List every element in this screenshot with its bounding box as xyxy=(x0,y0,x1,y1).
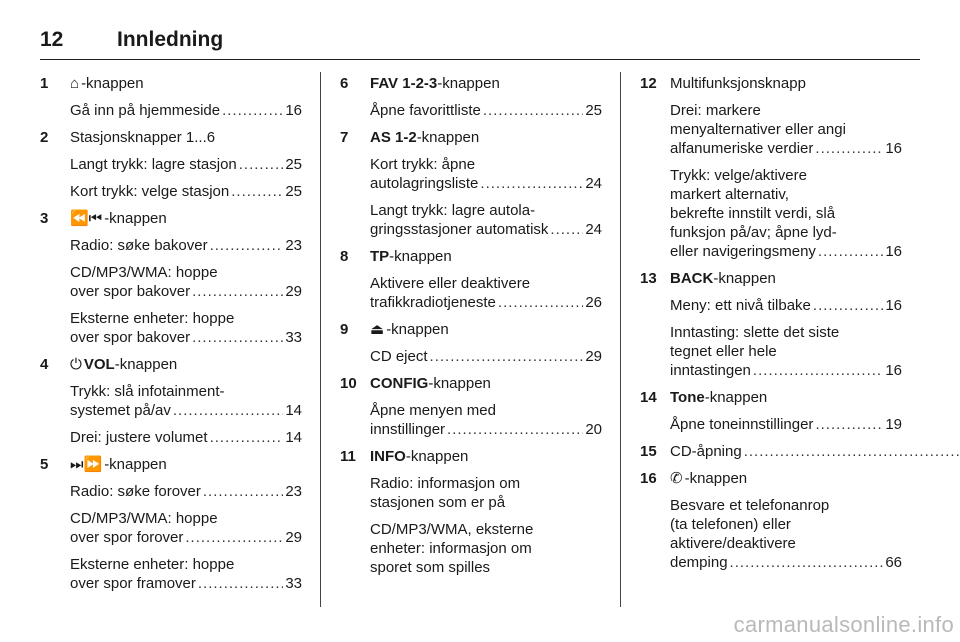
leader-dots xyxy=(818,242,883,261)
entry-number: 14 xyxy=(640,389,657,406)
description-line-with-page xyxy=(70,428,302,447)
entry-title xyxy=(70,128,302,147)
description-line-with-page xyxy=(70,236,302,255)
entry-description xyxy=(70,428,302,447)
entry-description xyxy=(670,496,902,572)
description-text: Drei: justere volumet xyxy=(70,429,208,446)
index-entry xyxy=(640,388,902,407)
description-line: markert alternativ, xyxy=(670,186,789,203)
entry-number: 11 xyxy=(340,448,356,465)
page-reference: 24 xyxy=(585,175,602,192)
description-line-with-page xyxy=(670,361,902,380)
entry-title xyxy=(370,128,602,147)
entry-label: -knappen xyxy=(713,270,776,287)
header-rule xyxy=(40,59,920,60)
leader-dots xyxy=(744,442,960,461)
page-reference: 29 xyxy=(285,529,302,546)
button-name: FAV 1-2-3 xyxy=(370,75,438,92)
description-line-with-page xyxy=(370,220,602,239)
column-divider xyxy=(620,72,621,607)
entry-label: -knappen xyxy=(104,210,167,227)
description-text: innstillinger xyxy=(370,421,446,438)
entry-label: -knappen xyxy=(386,321,449,338)
entry-description xyxy=(70,101,302,120)
leader-dots xyxy=(813,296,883,315)
description-line-with-page xyxy=(670,139,902,158)
entry-description xyxy=(370,401,602,439)
description-line: sporet som spilles xyxy=(370,559,491,576)
leader-dots xyxy=(203,482,283,501)
leader-dots xyxy=(447,420,583,439)
index-entry xyxy=(640,74,902,93)
description-line-with-page xyxy=(370,101,602,120)
index-entry xyxy=(340,320,602,339)
description-text: Gå inn på hjemmeside xyxy=(70,102,221,119)
index-entry xyxy=(340,247,602,266)
page-reference: 16 xyxy=(885,140,902,157)
entry-label: Multifunksjonsknapp xyxy=(670,75,806,92)
leader-dots xyxy=(231,182,283,201)
description-line: enheter: informasjon om xyxy=(370,540,532,557)
description-line-with-page xyxy=(370,174,602,193)
entry-label: -knappen xyxy=(405,448,469,465)
description-line: Kort trykk: åpne xyxy=(370,156,476,173)
entry-label: -knappen xyxy=(416,129,480,146)
description-line: funksjon på/av; åpne lyd- xyxy=(670,224,837,241)
entry-description xyxy=(70,555,302,593)
entry-description xyxy=(70,482,302,501)
description-text: gringsstasjoner automatisk xyxy=(370,221,549,238)
page-header xyxy=(40,20,223,60)
entry-description xyxy=(370,274,602,312)
seek-back-icon: ⏪⏮ xyxy=(70,210,103,227)
description-line-with-page xyxy=(70,155,302,174)
entry-number: 13 xyxy=(640,270,657,287)
leader-dots xyxy=(480,174,583,193)
entry-label: -knappen xyxy=(114,356,178,373)
description-line: aktivere/deaktivere xyxy=(670,535,796,552)
column-2 xyxy=(340,74,602,585)
entry-number: 15 xyxy=(640,443,657,460)
page-reference: 33 xyxy=(285,329,302,346)
description-text: Radio: søke bakover xyxy=(70,237,208,254)
description-line: stasjonen som er på xyxy=(370,494,506,511)
description-text: over spor bakover xyxy=(70,329,191,346)
entry-label: -knappen xyxy=(389,248,452,265)
description-text: systemet på/av xyxy=(70,402,171,419)
entry-description xyxy=(370,474,602,512)
page-reference: 16 xyxy=(285,102,302,119)
entry-title xyxy=(670,442,960,461)
entry-label: -knappen xyxy=(684,470,748,487)
entry-number: 10 xyxy=(340,375,357,392)
entry-title xyxy=(70,74,302,93)
description-line: Eksterne enheter: hoppe xyxy=(70,556,235,573)
entry-title xyxy=(370,447,602,466)
page-reference: 33 xyxy=(285,575,302,592)
entry-description xyxy=(670,296,902,315)
leader-dots xyxy=(815,139,883,158)
leader-dots xyxy=(222,101,283,120)
leader-dots xyxy=(198,574,283,593)
button-name: BACK xyxy=(670,270,714,287)
entry-number: 6 xyxy=(340,75,349,92)
page-reference: 24 xyxy=(585,221,602,238)
page-reference: 25 xyxy=(585,102,602,119)
entry-label: -knappen xyxy=(704,389,768,406)
description-text: CD eject xyxy=(370,348,428,365)
description-line-with-page xyxy=(670,296,902,315)
button-name: CONFIG xyxy=(370,375,429,392)
index-entry xyxy=(640,442,902,461)
entry-description xyxy=(70,182,302,201)
button-name: AS 1-2 xyxy=(370,129,417,146)
description-line: CD/MP3/WMA: hoppe xyxy=(70,510,218,527)
description-line-with-page xyxy=(670,242,902,261)
index-entry xyxy=(40,74,302,93)
entry-label: Stasjonsknapper 1...6 xyxy=(70,129,216,146)
entry-description xyxy=(370,101,602,120)
description-line: Inntasting: slette det siste xyxy=(670,324,840,341)
description-line-with-page xyxy=(70,574,302,593)
index-entry xyxy=(640,269,902,288)
entry-title xyxy=(370,247,602,266)
entry-number: 4 xyxy=(40,356,49,373)
description-line: CD/MP3/WMA: hoppe xyxy=(70,264,218,281)
entry-description xyxy=(70,309,302,347)
entry-number: 5 xyxy=(40,456,49,473)
description-text: autolagringsliste xyxy=(370,175,479,192)
entry-title xyxy=(670,269,902,288)
eject-icon: ⏏ xyxy=(370,321,385,338)
description-line-with-page xyxy=(70,328,302,347)
page-reference: 14 xyxy=(285,429,302,446)
leader-dots xyxy=(430,347,584,366)
page-reference: 26 xyxy=(585,294,602,311)
leader-dots xyxy=(550,220,583,239)
page-reference: 25 xyxy=(285,183,302,200)
entry-title xyxy=(370,74,602,93)
description-text: eller navigeringsmeny xyxy=(670,243,816,260)
column-3 xyxy=(640,74,902,580)
leader-dots xyxy=(815,415,883,434)
description-text: Åpne toneinnstillinger xyxy=(670,416,814,433)
description-line: Trykk: slå infotainment- xyxy=(70,383,225,400)
page-reference: 66 xyxy=(885,554,902,571)
description-line-with-page xyxy=(370,420,602,439)
index-entry xyxy=(40,209,302,228)
description-line: menyalternativer eller angi xyxy=(670,121,846,138)
leader-dots xyxy=(173,401,283,420)
page-reference: 16 xyxy=(885,243,902,260)
leader-dots xyxy=(210,428,284,447)
description-line-with-page xyxy=(70,182,302,201)
index-entry xyxy=(40,455,302,474)
description-line-with-page xyxy=(70,482,302,501)
description-text: alfanumeriske verdier xyxy=(670,140,814,157)
page-reference: 25 xyxy=(285,156,302,173)
page-reference: 16 xyxy=(885,362,902,379)
button-name: Tone xyxy=(670,389,705,406)
description-text: demping xyxy=(670,554,728,571)
description-line: Åpne menyen med xyxy=(370,402,496,419)
entry-number: 3 xyxy=(40,210,49,227)
description-line: bekrefte innstilt verdi, slå xyxy=(670,205,836,222)
entry-title xyxy=(70,455,302,474)
entry-label: -knappen xyxy=(104,456,167,473)
button-name: INFO xyxy=(370,448,406,465)
entry-title xyxy=(370,374,602,393)
index-entry xyxy=(640,469,902,488)
page-number: 12 xyxy=(40,28,64,51)
page-reference: 23 xyxy=(285,483,302,500)
description-line-with-page xyxy=(670,415,902,434)
entry-title xyxy=(370,320,602,339)
button-name: TP xyxy=(370,248,390,265)
index-entry xyxy=(40,355,302,374)
power-icon: ⏻ xyxy=(70,356,82,373)
description-text: inntastingen xyxy=(670,362,751,379)
description-text: over spor forover xyxy=(70,529,184,546)
entry-description xyxy=(370,520,602,577)
leader-dots xyxy=(753,361,883,380)
leader-dots xyxy=(185,528,283,547)
entry-number: 1 xyxy=(40,75,49,92)
entry-number: 8 xyxy=(340,248,349,265)
page-reference: 16 xyxy=(885,297,902,314)
phone-mute-icon: ✆ xyxy=(670,470,683,487)
chapter-title: Innledning xyxy=(117,28,224,51)
seek-forward-icon: ⏭⏩ xyxy=(70,456,103,473)
leader-dots xyxy=(192,282,283,301)
description-line-with-page xyxy=(70,282,302,301)
home-icon: ⌂ xyxy=(70,75,80,92)
entry-title xyxy=(670,388,902,407)
description-line-with-page xyxy=(70,401,302,420)
description-text: over spor framover xyxy=(70,575,196,592)
entry-description xyxy=(670,415,902,434)
description-line: tegnet eller hele xyxy=(670,343,777,360)
description-line-with-page xyxy=(670,553,902,572)
description-line: Langt trykk: lagre autola- xyxy=(370,202,536,219)
index-entry xyxy=(340,74,602,93)
entry-description xyxy=(70,263,302,301)
entry-description xyxy=(670,166,902,261)
entry-description xyxy=(370,155,602,193)
column-1 xyxy=(40,74,302,601)
page-reference: 14 xyxy=(285,402,302,419)
entry-number: 2 xyxy=(40,129,49,146)
index-entry xyxy=(340,128,602,147)
entry-title xyxy=(670,469,902,488)
leader-dots xyxy=(483,101,583,120)
description-text: Meny: ett nivå tilbake xyxy=(670,297,811,314)
entry-title xyxy=(70,209,302,228)
entry-label: -knappen xyxy=(428,375,491,392)
description-text: Kort trykk: velge stasjon xyxy=(70,183,230,200)
leader-dots xyxy=(498,293,583,312)
description-text: over spor bakover xyxy=(70,283,191,300)
entry-title xyxy=(670,74,902,93)
entry-number: 12 xyxy=(640,75,657,92)
page-reference: 29 xyxy=(585,348,602,365)
entry-description xyxy=(370,201,602,239)
entry-number: 16 xyxy=(640,470,657,487)
description-line: Radio: informasjon om xyxy=(370,475,521,492)
page-reference: 20 xyxy=(585,421,602,438)
button-name: VOL xyxy=(83,356,115,373)
description-text: Langt trykk: lagre stasjon xyxy=(70,156,237,173)
entry-label: CD-åpning xyxy=(670,443,742,460)
entry-description xyxy=(70,236,302,255)
description-line: (ta telefonen) eller xyxy=(670,516,791,533)
description-text: Åpne favorittliste xyxy=(370,102,481,119)
entry-description xyxy=(370,347,602,366)
entry-title xyxy=(70,355,302,374)
entry-label: -knappen xyxy=(81,75,144,92)
page-reference: 19 xyxy=(885,416,902,433)
entry-description xyxy=(70,509,302,547)
leader-dots xyxy=(239,155,284,174)
entry-label: -knappen xyxy=(437,75,500,92)
description-line: Besvare et telefonanrop xyxy=(670,497,830,514)
description-text: Radio: søke forover xyxy=(70,483,201,500)
description-line-with-page xyxy=(370,293,602,312)
page-reference: 23 xyxy=(285,237,302,254)
description-line-with-page xyxy=(70,528,302,547)
entry-description xyxy=(670,101,902,158)
leader-dots xyxy=(210,236,284,255)
column-divider xyxy=(320,72,321,607)
index-entry xyxy=(340,447,602,466)
description-line-with-page xyxy=(370,347,602,366)
leader-dots xyxy=(730,553,884,572)
entry-number: 9 xyxy=(340,321,349,338)
entry-number: 7 xyxy=(340,129,349,146)
index-entry xyxy=(340,374,602,393)
entry-description xyxy=(70,382,302,420)
entry-description xyxy=(670,323,902,380)
description-text: trafikkradiotjeneste xyxy=(370,294,496,311)
description-line-with-page xyxy=(70,101,302,120)
index-entry xyxy=(40,128,302,147)
description-line: Drei: markere xyxy=(670,102,761,119)
description-line: Eksterne enheter: hoppe xyxy=(70,310,235,327)
leader-dots xyxy=(192,328,283,347)
description-line: CD/MP3/WMA, eksterne xyxy=(370,521,534,538)
description-line: Aktivere eller deaktivere xyxy=(370,275,531,292)
page-reference: 29 xyxy=(285,283,302,300)
entry-description xyxy=(70,155,302,174)
description-line: Trykk: velge/aktivere xyxy=(670,167,807,184)
watermark: carmanualsonline.info xyxy=(733,612,954,637)
